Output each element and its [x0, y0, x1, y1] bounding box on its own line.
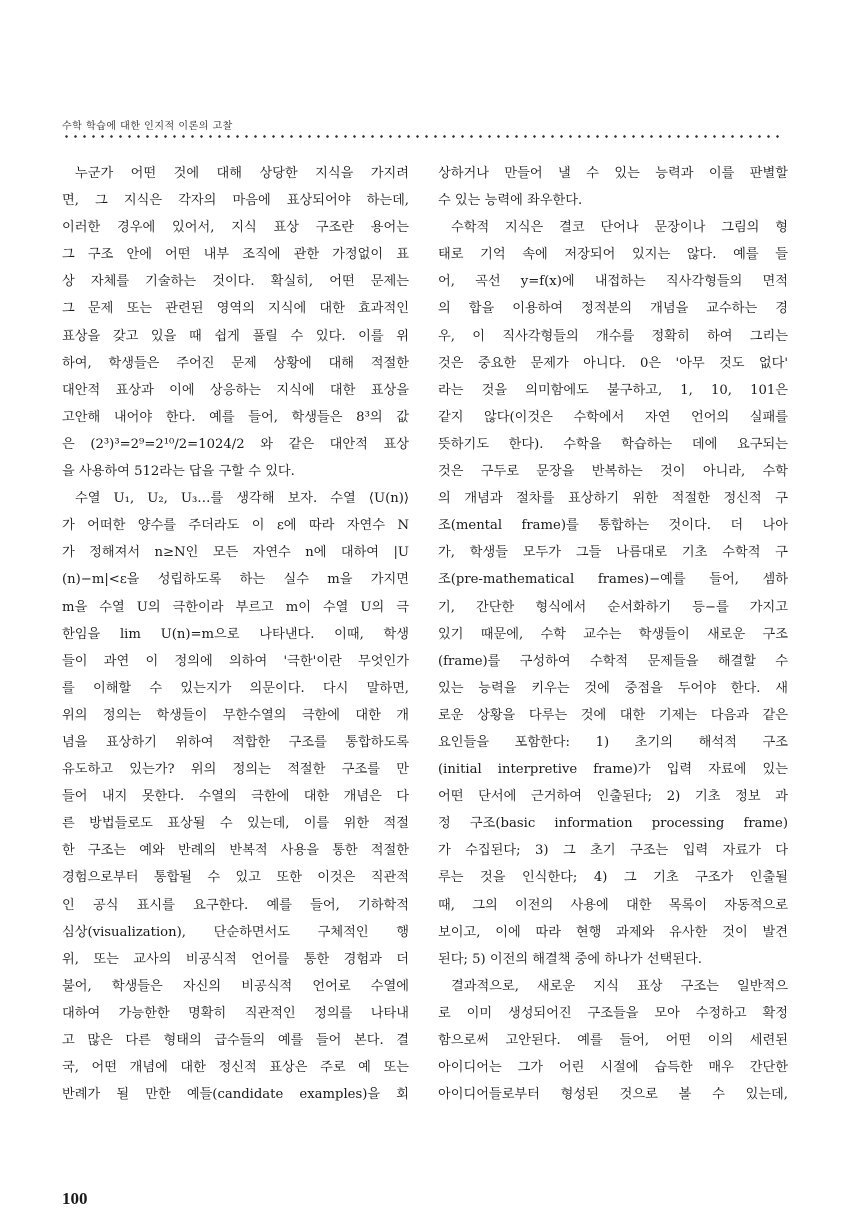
text-line: 기, 간단한 형식에서 순서화하기 등−를 가지고: [438, 599, 788, 615]
text-line: 념을 표상하기 위하여 적합한 구조를 통합하도록: [62, 734, 409, 750]
text-line: 루는 것을 인식한다; 4) 그 기초 구조가 인출될: [438, 870, 788, 886]
text-line: 그 문제 또는 관련된 영역의 지식에 대한 효과적인: [62, 301, 409, 317]
text-line: 가, 학생들 모두가 그들 나름대로 기초 수학적 구: [438, 545, 788, 561]
text-line: 불어, 학생들은 자신의 비공식적 언어로 수열에: [62, 978, 409, 994]
text-line: 른 방법들로도 표상될 수 있는데, 이를 위한 적절: [62, 816, 409, 832]
text-line: 같지 않다(이것은 수학에서 자연 언어의 실패를: [438, 409, 788, 425]
text-line: 우, 이 직사각형들의 개수를 정확히 하여 그리는: [438, 328, 788, 344]
text-line: (frame)를 구성하여 수학적 문제들을 해결할 수: [438, 653, 788, 669]
text-line: 조(mental frame)를 통합하는 것이다. 더 나아: [438, 518, 788, 534]
text-line: 가 정해져서 n≥N인 모든 자연수 n에 대하여 |U: [62, 545, 409, 561]
text-line: 보이고, 이에 따라 현행 과제와 유사한 것이 발견: [438, 924, 788, 940]
text-line: 대하여 가능한한 명확히 직관적인 정의를 나타내: [62, 1005, 409, 1021]
right-column: [438, 160, 788, 1108]
text-line: 심상(visualization), 단순하면서도 구체적인 행: [62, 924, 409, 940]
text-line: 대안적 표상과 이에 상응하는 지식에 대한 표상을: [62, 382, 409, 398]
text-line: 들어 내지 못한다. 수열의 극한에 대한 개념은 다: [62, 789, 409, 805]
text-line: 표상을 갖고 있을 때 쉽게 풀릴 수 있다. 이를 위: [62, 328, 409, 344]
text-line: 상 자체를 기술하는 것이다. 확실히, 어떤 문제는: [62, 274, 409, 290]
text-line: 로 이미 생성되어진 구조들을 모아 수정하고 확정: [438, 1005, 788, 1021]
text-line: 함으로써 고안된다. 예를 들어, 어떤 이의 세련된: [438, 1033, 788, 1048]
text-line: 를 이해할 수 있는지가 의문이다. 다시 말하면,: [62, 680, 409, 696]
text-line: 위, 또는 교사의 비공식적 언어를 통한 경험과 더: [62, 951, 409, 967]
text-line: 수열 U₁, U₂, U₃…를 생각해 보자. 수열 ⟨U(n)⟩: [75, 491, 409, 507]
text-line: 태로 기억 속에 저장되어 있지는 않다. 예를 들: [438, 247, 788, 263]
text-line: 것은 중요한 문제가 아니다. 0은 '아무 것도 없다': [438, 355, 788, 371]
text-line: 된다; 5) 이전의 해결책 중에 하나가 선택된다.: [438, 951, 702, 967]
page-number: 100: [62, 1189, 88, 1208]
text-line: 어떤 단서에 근거하여 인출된다; 2) 기초 정보 과: [438, 789, 788, 805]
text-line: 그 구조 안에 어떤 내부 조직에 관한 가정없이 표: [62, 247, 409, 263]
text-line: m을 수열 U의 극한이라 부르고 m이 수열 U의 극: [62, 599, 409, 615]
text-line: 의 합을 이용하여 정적분의 개념을 교수하는 경: [438, 301, 788, 317]
text-line: 가 수집된다; 3) 그 초기 구조는 입력 자료가 다: [438, 843, 788, 859]
text-line: 이러한 경우에 있어서, 지식 표상 구조란 용어는: [62, 220, 409, 236]
text-line: 국, 어떤 개념에 대한 정신적 표상은 주로 예 또는: [62, 1060, 409, 1076]
text-line: 들이 과연 이 정의에 의하여 '극한'이란 무엇인가: [62, 653, 409, 669]
text-line: 하여, 학생들은 주어진 문제 상황에 대해 적절한: [62, 355, 409, 371]
text-line: 정 구조(basic information processing frame): [438, 816, 788, 832]
text-line: 반례가 될 만한 예들(candidate examples)을 회: [62, 1087, 409, 1103]
text-line: 면, 그 지식은 각자의 마음에 표상되어야 하는데,: [62, 193, 409, 209]
text-line: 한임을 lim U(n)=m으로 나타낸다. 이때, 학생: [62, 626, 409, 642]
header-dotted-rule: [62, 134, 782, 139]
text-line: 인 공식 표시를 요구한다. 예를 들어, 기하학적: [62, 897, 409, 913]
text-line: (initial interpretive frame)가 입력 자료에 있는: [438, 762, 788, 778]
text-line: 가 어떠한 양수를 주더라도 이 ε에 따라 자연수 N: [62, 518, 409, 534]
text-line: 상하거나 만들어 낼 수 있는 능력과 이를 판별할: [438, 166, 788, 181]
text-line: 아이디어는 그가 어린 시절에 습득한 매우 간단한: [438, 1060, 788, 1076]
text-line: 라는 것을 의미함에도 불구하고, 1, 10, 101은: [438, 382, 788, 398]
text-line: 수학적 지식은 결코 단어나 문장이나 그림의 형: [451, 220, 788, 236]
text-line: 있는 능력을 키우는 것에 중점을 두어야 한다. 새: [438, 680, 788, 696]
text-line: 은 (2³)³=2⁹=2¹⁰/2=1024/2 와 같은 대안적 표상: [62, 436, 409, 452]
text-line: 고 많은 다른 형태의 급수들의 예를 들어 본다. 결: [62, 1033, 409, 1048]
text-line: 조(pre-mathematical frames)−예를 들어, 셈하: [438, 572, 788, 588]
text-line: 결과적으로, 새로운 지식 표상 구조는 일반적으: [451, 978, 788, 994]
text-line: 한 구조는 예와 반례의 반복적 사용을 통한 적절한: [62, 843, 409, 859]
running-title: 수학 학습에 대한 인지적 이론의 고찰: [62, 121, 233, 132]
text-line: 있기 때문에, 수학 교수는 학생들이 새로운 구조: [438, 626, 788, 642]
text-line: 을 사용하여 512라는 답을 구할 수 있다.: [62, 464, 295, 480]
text-line: 고안해 내어야 한다. 예를 들어, 학생들은 8³의 값: [62, 409, 409, 425]
left-column: [62, 160, 409, 1108]
text-line: 뜻하기도 한다). 수학을 학습하는 데에 요구되는: [438, 436, 788, 452]
text-line: 로운 상황을 다루는 것에 대한 기제는 다음과 같은: [438, 707, 788, 723]
text-line: 어, 곡선 y=f(x)에 내접하는 직사각형들의 면적: [438, 274, 788, 290]
text-line: (n)−m|<ε을 성립하도록 하는 실수 m을 가지면: [62, 572, 409, 588]
text-line: 수 있는 능력에 좌우한다.: [438, 193, 583, 209]
text-line: 의 개념과 절차를 표상하기 위한 적절한 정신적 구: [438, 491, 788, 507]
text-line: 누군가 어떤 것에 대해 상당한 지식을 가지려: [75, 166, 409, 181]
text-line: 유도하고 있는가? 위의 정의는 적절한 구조를 만: [62, 762, 409, 778]
text-line: 것은 구두로 문장을 반복하는 것이 아니라, 수학: [438, 464, 788, 480]
text-line: 요인들을 포함한다: 1) 초기의 해석적 구조: [438, 734, 788, 750]
text-line: 경험으로부터 통합될 수 있고 또한 이것은 직관적: [62, 870, 409, 886]
text-line: 때, 그의 이전의 사용에 대한 목록이 자동적으로: [438, 897, 788, 913]
text-line: 아이디어들로부터 형성된 것으로 볼 수 있는데,: [438, 1087, 788, 1103]
text-line: 위의 정의는 학생들이 무한수열의 극한에 대한 개: [62, 707, 409, 723]
